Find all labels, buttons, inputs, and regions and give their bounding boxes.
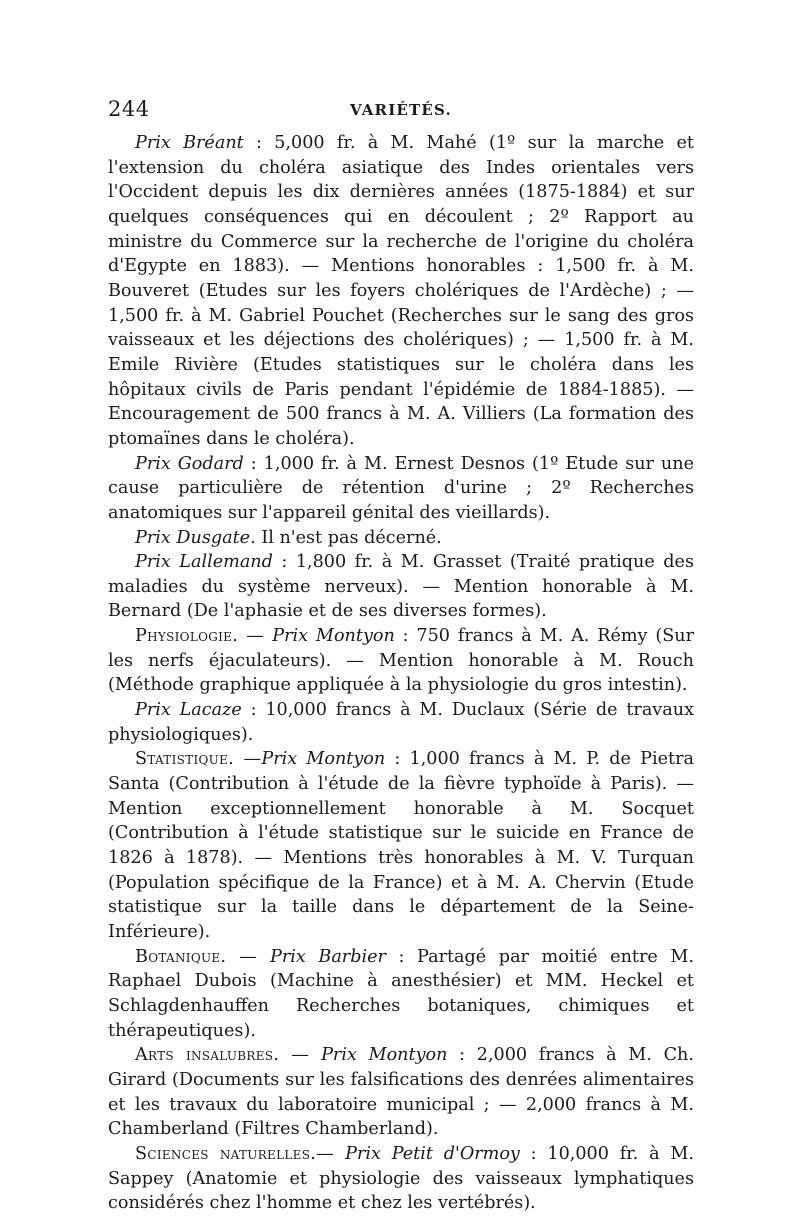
paragraph-text: : 5,000 fr. à M. Mahé (1º sur la marche et l'extension du choléra asiatique des Indes orientales vers l'Occident depuis les dix dernières années (1875-1884) et sur quelques conséquences qui en découlent ; 2º Rapport au ministre du Commerce sur la recherche de l'origine du choléra d'Egypte en 1883). — Mentions honorables : 1,500 fr. à M. Bouveret (Etudes sur les foyers cholériques de l'Ardèche) ; — 1,500 fr. à M. Gabriel Pouchet (Recherches sur le sang des gros vaisseaux et les déjections des cholériques) ; — 1,500 fr. à M. Emile Rivière (Etudes statistiques sur le choléra dans les hôpitaux civils de Paris pendant l'épidémie de 1884-1885). — Encouragement de 500 francs à M. A. Villiers (La formation des ptomaïnes dans le choléra). [108,133,694,449]
paragraph-physiologie [108,624,694,698]
paragraph-prix-breant [108,131,694,452]
paragraph-text: : 1,000 fr. à M. Ernest Desnos (1º Etude sur une cause particulière de rétention d'urine ; 2º Recherches anatomiques sur l'appareil génital des vieillards). [108,453,694,523]
paragraph-statistique [108,747,694,944]
paragraph-arts-insalubres [108,1043,694,1142]
paragraph-prix-lacaze [108,698,694,747]
paragraph-prix-godard [108,452,694,526]
section-label: Physiologie. — [135,626,273,647]
paragraph-prix-dusgate [108,526,694,551]
paragraph-text: : 750 francs à M. A. Rémy (Sur les nerfs éjaculateurs). — Mention honorable à M. Rouch (Méthode graphique appliquée à la physiologie du gros intestin). [108,626,694,696]
section-label: Sciences naturelles.— [135,1143,346,1164]
section-label: Arts insalubres. — [135,1045,322,1066]
paragraph-text: : Partagé par moitié entre M. Raphael Dubois (Machine à anesthésier) et MM. Heckel et Schlagdenhauffen Recherches botaniques, chimiques et thérapeutiques). [108,946,694,1041]
paragraph-sciences-naturelles [108,1142,694,1216]
prize-name: Prix Barbier [270,946,386,967]
body-text [108,131,694,1216]
prize-name: Prix Lacaze [135,700,242,721]
prize-name: Prix Montyon [321,1045,448,1066]
paragraph-text: : 1,800 fr. à M. Grasset (Traité pratique des maladies du système nerveux). — Mention honorable à M. Bernard (De l'aphasie et de ses diverses formes). [108,552,694,622]
paragraph-text: : 2,000 francs à M. Ch. Girard (Documents sur les falsifications des denrées alimentaires et les travaux du laboratoire municipal ; — 2,000 francs à M. Chamberland (Filtres Chamberland). [108,1045,694,1140]
paragraph-botanique [108,945,694,1044]
page-header [108,97,694,127]
paragraph-text: : 10,000 fr. à M. Sappey (Anatomie et physiologie des vaisseaux lymphatiques considérés chez l'homme et chez les vertébrés). [108,1143,694,1214]
section-label: Botanique. — [135,946,270,967]
section-label: Statistique. — [135,749,262,770]
prize-name: Prix Dusgate. [135,527,256,548]
prize-name: Prix Bréant [135,133,244,153]
prize-name: Prix Montyon [272,626,395,647]
prize-name: Prix Montyon [261,749,386,770]
paragraph-text: : 1,000 francs à M. P. de Pietra Santa (Contribution à l'étude de la fièvre typhoïde à Paris). — Mention exceptionnellement honorable à M. Socquet (Contribution à l'étude statistique sur le suicide en France de 1826 à 1878). — Mentions très honorables à M. V. Turquan (Population spécifique de la France) et à M. A. Chervin (Etude statistique sur la taille dans le département de la Seine-Inférieure). [108,749,694,942]
running-head: VARIÉTÉS. [350,101,452,119]
paragraph-text: : 10,000 francs à M. Duclaux (Série de travaux physiologiques). [108,700,694,745]
prize-name: Prix Petit d'Ormoy [345,1143,520,1164]
prize-name: Prix Godard [135,453,244,474]
page-number: 244 [108,97,150,121]
paragraph-text: Il n'est pas décerné. [255,527,442,548]
paragraph-prix-lallemand [108,550,694,624]
prize-name: Prix Lallemand [135,552,273,573]
